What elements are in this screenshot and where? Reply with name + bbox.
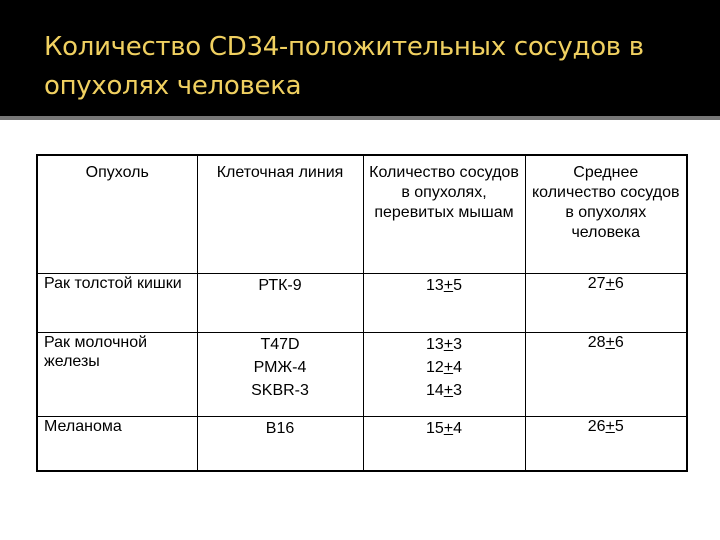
mouse-count: 13+3 — [425, 336, 463, 354]
title-bar — [0, 0, 720, 112]
table-header-row — [37, 155, 687, 274]
cell-line: B16 — [265, 419, 295, 437]
slide-title: Количество CD34-положительных сосудов в опухолях человека — [44, 32, 644, 101]
cell-line-cell — [197, 274, 363, 333]
human-count-cell: 27+6 — [525, 274, 687, 333]
mouse-count-cell — [363, 416, 525, 471]
cell-line: РМЖ-4 — [253, 359, 307, 377]
cell-line-cell — [197, 416, 363, 471]
cell-line: T47D — [260, 336, 300, 354]
human-count-cell: 28+6 — [525, 333, 687, 417]
header-tumor: Опухоль — [37, 155, 197, 274]
cell-line: SKBR-3 — [251, 382, 309, 400]
cell-line-cell — [197, 333, 363, 417]
mouse-count-cell — [363, 333, 525, 417]
mouse-count: 12+4 — [425, 359, 463, 377]
tumor-cell: Рак молочной железы — [37, 333, 197, 417]
data-table — [36, 154, 688, 472]
tumor-cell: Меланома — [37, 416, 197, 471]
mouse-count: 14+3 — [425, 382, 463, 400]
table-row — [37, 333, 687, 417]
table-row — [37, 416, 687, 471]
header-cell-line: Клеточная линия — [197, 155, 363, 274]
cell-line: РТК-9 — [258, 277, 302, 294]
table-row — [37, 274, 687, 333]
mouse-count: 15+4 — [425, 419, 463, 437]
header-human-count: Среднее количество сосудов в опухолях человека — [525, 155, 687, 274]
mouse-count: 13+5 — [425, 277, 463, 294]
header-mouse-count: Количество сосудов в опухолях, перевитых мышам — [363, 155, 525, 274]
human-count-cell: 26+5 — [525, 416, 687, 471]
tumor-cell: Рак толстой кишки — [37, 274, 197, 333]
mouse-count-cell — [363, 274, 525, 333]
